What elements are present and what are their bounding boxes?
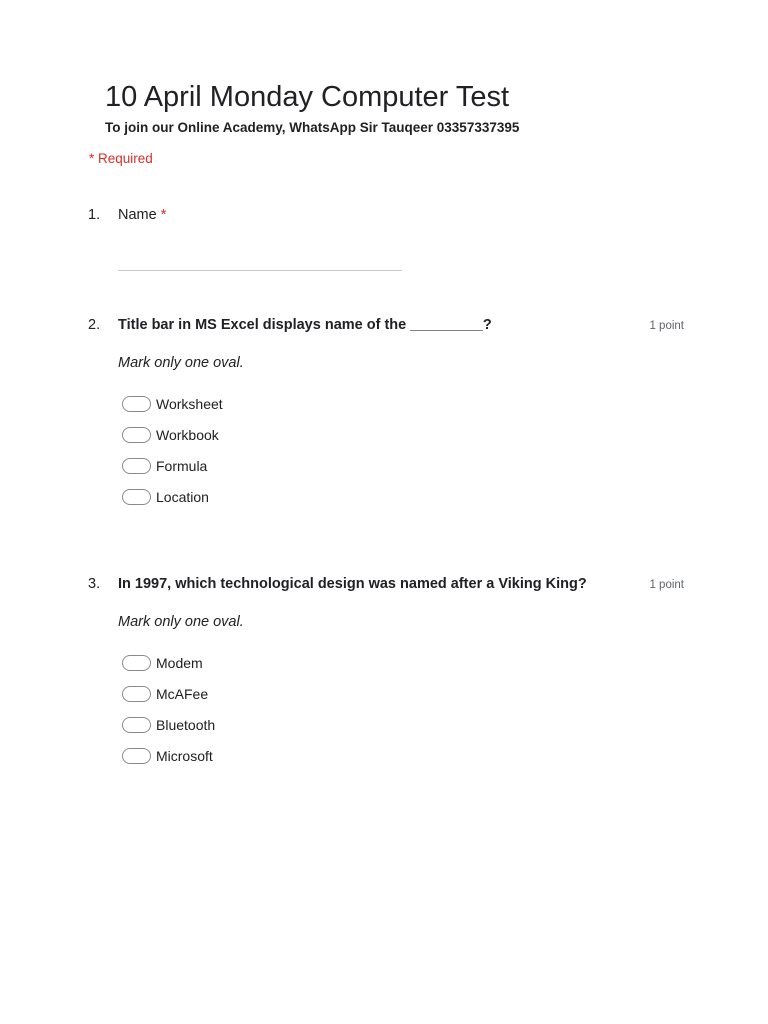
radio-oval[interactable] [122, 489, 151, 505]
option-microsoft[interactable] [122, 746, 213, 766]
radio-oval[interactable] [122, 396, 151, 412]
option-formula[interactable] [122, 456, 207, 476]
required-note: * Required [89, 151, 153, 166]
option-label: Bluetooth [156, 717, 216, 733]
radio-oval[interactable] [122, 748, 151, 764]
radio-oval[interactable] [122, 655, 151, 671]
option-label: Location [156, 489, 209, 505]
question-instruction: Mark only one oval. [118, 614, 244, 630]
option-modem[interactable] [122, 653, 203, 673]
form-description: To join our Online Academy, WhatsApp Sir Tauqeer 03357337395 [105, 120, 520, 135]
required-asterisk: * [160, 207, 167, 223]
radio-oval[interactable] [122, 458, 151, 474]
option-label: Formula [156, 458, 208, 474]
question-title [118, 205, 166, 225]
question-title-text: Name [118, 207, 157, 223]
option-bluetooth[interactable] [122, 715, 215, 735]
question-title: Title bar in MS Excel displays name of the _________? [118, 317, 492, 333]
option-mcafee[interactable] [122, 684, 208, 704]
points-label: 1 point [649, 579, 684, 591]
option-label: McAFee [156, 686, 209, 702]
question-number: 3. [88, 576, 101, 592]
points-label: 1 point [649, 320, 684, 332]
radio-oval[interactable] [122, 427, 151, 443]
name-answer-field[interactable] [118, 270, 402, 271]
radio-oval[interactable] [122, 717, 151, 733]
form-title: 10 April Monday Computer Test [105, 81, 510, 113]
question-number: 1. [88, 207, 101, 223]
question-number: 2. [88, 317, 101, 333]
option-worksheet[interactable] [122, 394, 223, 414]
option-label: Microsoft [156, 748, 213, 764]
option-label: Modem [156, 655, 203, 671]
radio-oval[interactable] [122, 686, 151, 702]
option-label: Workbook [156, 427, 219, 443]
option-label: Worksheet [156, 396, 223, 412]
option-workbook[interactable] [122, 425, 219, 445]
question-title: In 1997, which technological design was named after a Viking King? [118, 576, 587, 592]
option-location[interactable] [122, 487, 209, 507]
question-instruction: Mark only one oval. [118, 355, 244, 371]
